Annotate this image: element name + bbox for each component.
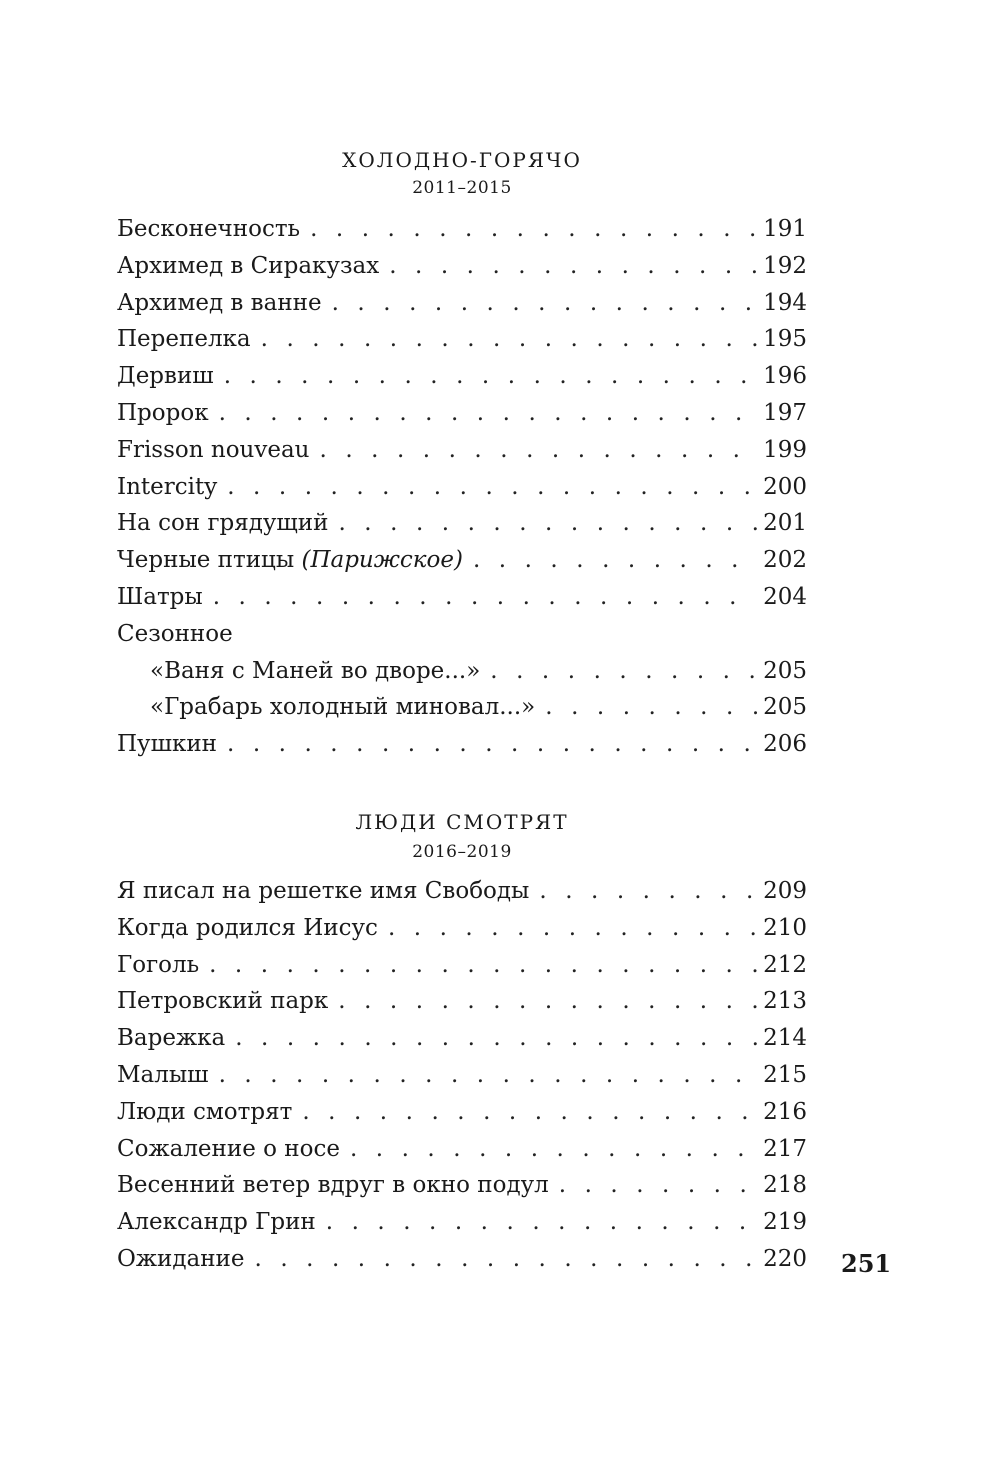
toc-entry-title: [117, 1172, 549, 1198]
toc-entry: [117, 952, 807, 989]
toc-entry-page: 210: [763, 914, 807, 941]
toc-entry-title: [117, 474, 217, 500]
toc-list-1: [117, 216, 807, 768]
toc-entry-title: [117, 400, 209, 426]
leader-dots: [224, 363, 757, 389]
leader-dots: [261, 326, 757, 352]
toc-entry-page: 191: [763, 216, 807, 242]
toc-entry-page: 205: [763, 657, 807, 684]
toc-entry-title: [117, 621, 233, 647]
toc-entry-page: 202: [763, 547, 807, 574]
leader-dots: [219, 1062, 758, 1088]
toc-entry: [117, 400, 807, 437]
toc-entry: [117, 363, 807, 400]
toc-entry-title-text: Frisson nouveau: [117, 436, 310, 463]
toc-entry-title-text: Малыш: [117, 1061, 209, 1088]
toc-entry-title-text: Дервиш: [117, 363, 214, 390]
leader-dots: [388, 915, 757, 941]
toc-entry: [117, 437, 807, 474]
toc-entry: [117, 1025, 807, 1062]
leader-dots: [302, 1099, 757, 1125]
toc-entry-title-text: Люди смотрят: [117, 1098, 293, 1125]
toc-entry-page: 215: [763, 1061, 807, 1088]
toc-entry-title-text: Перепелка: [117, 326, 251, 353]
toc-entry-title-text: Когда родился Иисус: [117, 914, 378, 941]
toc-entry: [117, 915, 807, 952]
toc-entry-title-text: На сон грядущий: [117, 510, 329, 537]
toc-entry: [117, 1172, 807, 1209]
leader-dots: [310, 216, 757, 242]
leader-dots: [209, 952, 757, 978]
toc-entry-title: [150, 658, 480, 684]
leader-dots: [559, 1172, 757, 1198]
toc-entry-page: 200: [763, 473, 807, 500]
toc-entry-title: [117, 216, 300, 242]
leader-dots: [255, 1246, 758, 1272]
leader-dots: [235, 1025, 757, 1051]
toc-entry: [117, 694, 807, 731]
toc-entry-page: 196: [763, 363, 807, 390]
toc-entry-title: [117, 1246, 245, 1272]
toc-entry-title-text: Черные птицы: [117, 547, 295, 574]
toc-entry-title: [117, 290, 322, 316]
toc-entry: [117, 731, 807, 768]
toc-entry: [117, 326, 807, 363]
toc-entry-title: [117, 1136, 340, 1162]
toc-entry-title-text: Архимед в ванне: [117, 289, 322, 316]
toc-entry-title: [117, 1209, 316, 1235]
toc-entry-title: [117, 363, 214, 389]
toc-entry: [117, 253, 807, 290]
leader-dots: [332, 290, 757, 316]
toc-entry: [117, 621, 807, 658]
toc-entry: [117, 216, 807, 253]
leader-dots: [227, 474, 757, 500]
toc-entry-title: [117, 437, 310, 463]
toc-entry-title-text: Архимед в Сиракузах: [117, 252, 380, 279]
toc-entry-title-text: Шатры: [117, 583, 203, 610]
toc-entry: [117, 1246, 807, 1283]
toc-entry: [117, 510, 807, 547]
toc-entry-page: 213: [763, 988, 807, 1015]
toc-entry-page: 195: [763, 326, 807, 353]
toc-entry: [117, 290, 807, 327]
toc-entry-page: 212: [763, 951, 807, 978]
toc-entry-title-text: «Ваня с Маней во дворе...»: [150, 657, 481, 684]
toc-entry-title-text: Весенний ветер вдруг в окно подул: [117, 1172, 549, 1199]
toc-entry-title-text: Варежка: [117, 1025, 226, 1052]
toc-entry-page: 204: [763, 583, 807, 610]
toc-entry-page: 220: [763, 1245, 807, 1272]
toc-entry: [117, 1136, 807, 1173]
leader-dots: [490, 658, 757, 684]
toc-entry-title-text: Сезонное: [117, 620, 233, 647]
toc-entry: [117, 584, 807, 621]
toc-entry-page: 216: [763, 1098, 807, 1125]
toc-entry: [117, 658, 807, 695]
section-title-1: ХОЛОДНО-ГОРЯЧО: [342, 148, 582, 172]
toc-entry-page: 219: [763, 1209, 807, 1236]
toc-entry-page: 217: [763, 1135, 807, 1162]
toc-entry-title-text: Пушкин: [117, 731, 218, 758]
leader-dots: [326, 1209, 757, 1235]
toc-entry-title: [117, 731, 217, 757]
toc-entry-title-text: Петровский парк: [117, 988, 329, 1015]
toc-entry-title: [117, 584, 203, 610]
leader-dots: [213, 584, 757, 610]
leader-dots: [473, 547, 757, 573]
toc-entry-page: 214: [763, 1025, 807, 1052]
toc-entry: [117, 1062, 807, 1099]
toc-entry-title-text: Пророк: [117, 399, 209, 426]
page-number: 251: [841, 1249, 892, 1278]
toc-entry-title: [117, 253, 379, 279]
toc-entry-title-text: Intercity: [117, 473, 218, 500]
toc-entry: [117, 1209, 807, 1246]
toc-entry: [117, 1099, 807, 1136]
toc-entry-page: 192: [763, 252, 807, 279]
toc-entry-title-text: Александр Грин: [117, 1209, 316, 1236]
leader-dots: [350, 1136, 757, 1162]
toc-entry-page: 218: [763, 1172, 807, 1199]
section-title-2: ЛЮДИ СМОТРЯТ: [355, 810, 569, 834]
leader-dots: [219, 400, 758, 426]
toc-entry-title: [117, 1062, 209, 1088]
toc-entry-title-text: Бесконечность: [117, 216, 301, 242]
toc-list-2: [117, 878, 807, 1283]
toc-entry-title-text: Гоголь: [117, 951, 200, 978]
toc-entry-page: 194: [763, 289, 807, 316]
section-years-2: 2016–2019: [412, 842, 512, 862]
toc-entry-page: 205: [763, 694, 807, 721]
leader-dots: [320, 437, 758, 463]
leader-dots: [338, 510, 757, 536]
toc-entry-title: [117, 878, 529, 904]
toc-entry: [117, 988, 807, 1025]
toc-entry-title: [117, 547, 463, 573]
toc-entry-title-text: «Грабарь холодный миновал...»: [150, 694, 536, 721]
toc-entry-title: [150, 694, 535, 720]
toc-entry: [117, 547, 807, 584]
toc-entry: [117, 474, 807, 511]
toc-entry-title: [117, 326, 251, 352]
leader-dots: [227, 731, 757, 757]
toc-entry-subtitle: (Парижское): [301, 547, 463, 574]
toc-entry-page: 206: [763, 731, 807, 758]
toc-entry-page: 209: [763, 878, 807, 904]
toc-entry-page: 197: [763, 399, 807, 426]
toc-entry-title: [117, 1099, 292, 1125]
toc-entry-title: [117, 952, 199, 978]
toc-entry-page: 199: [763, 436, 807, 463]
toc-entry-title: [117, 1025, 225, 1051]
toc-entry-title: [117, 988, 328, 1014]
toc-entry-title-text: Сожаление о носе: [117, 1135, 340, 1162]
toc-entry: [117, 878, 807, 915]
leader-dots: [545, 694, 757, 720]
toc-entry-title-text: Ожидание: [117, 1245, 245, 1272]
toc-entry-page: 201: [763, 510, 807, 537]
leader-dots: [389, 253, 757, 279]
toc-entry-title-text: Я писал на решетке имя Свободы: [117, 878, 530, 904]
section-years-1: 2011–2015: [412, 178, 512, 198]
toc-entry-title: [117, 915, 378, 941]
leader-dots: [338, 988, 757, 1014]
toc-entry-title: [117, 510, 328, 536]
leader-dots: [539, 878, 757, 904]
